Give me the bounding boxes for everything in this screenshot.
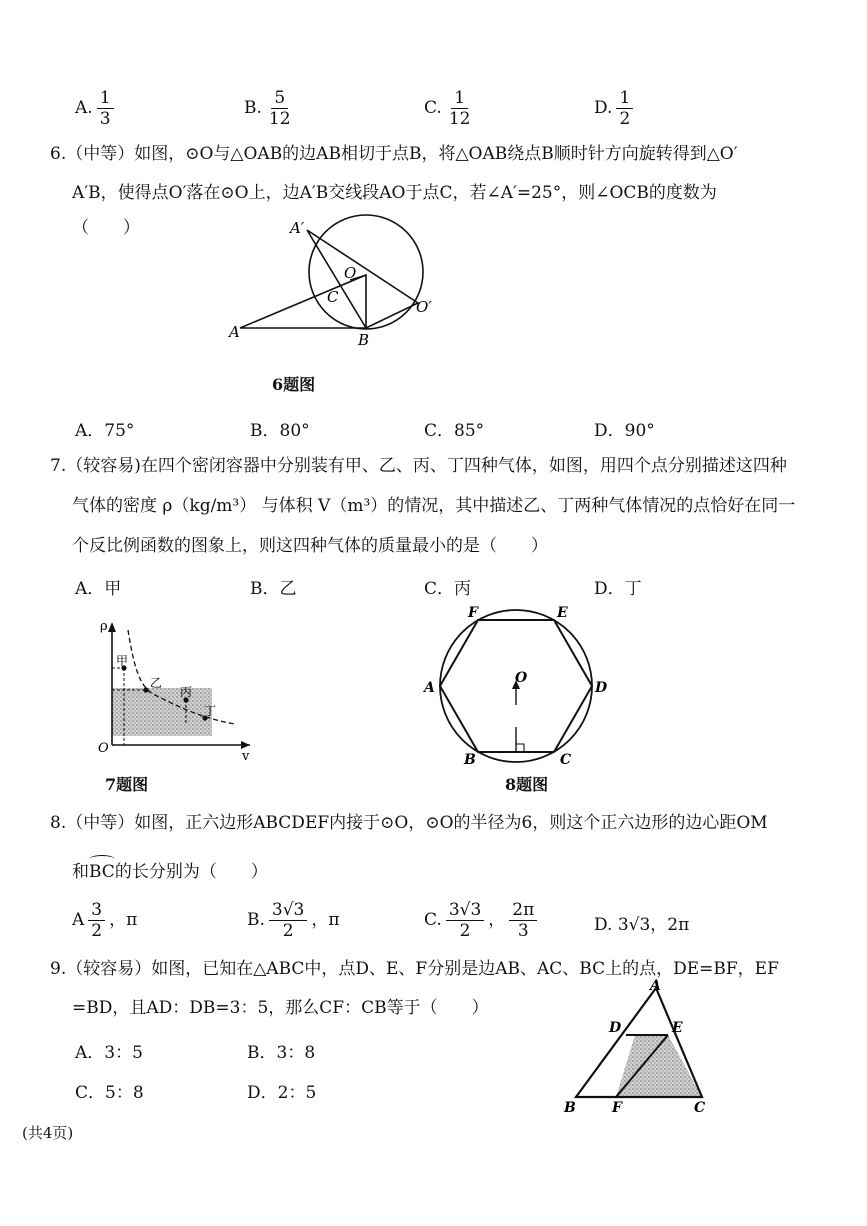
q6-option-d[interactable]: D．90° — [594, 421, 655, 441]
q7-label-rho: ρ — [100, 619, 108, 634]
q5-option-b[interactable]: B. $\frac{5}{12}$ — [244, 88, 291, 129]
q9-option-c[interactable]: C．5：8 — [75, 1083, 144, 1103]
q7-stem-line3: 个反比例函数的图象上，则这四种气体的质量最小的是（ ） — [72, 536, 548, 556]
q9-option-b[interactable]: B．3：8 — [247, 1043, 316, 1063]
q6-answer-bracket: （ ） — [72, 218, 140, 238]
q9-label-b: B — [564, 1100, 576, 1116]
q8-stem-line1: 8.（中等）如图，正六边形ABCDEF内接于⊙O，⊙O的半径为6，则这个正六边形的边心距OM — [50, 813, 768, 833]
q6-label-c: C — [327, 288, 339, 306]
q8-option-d[interactable]: D. 3√3，2π — [594, 915, 690, 935]
q9-option-d[interactable]: D．2：5 — [247, 1083, 317, 1103]
q8-label-a: A — [424, 680, 435, 696]
q6-option-a[interactable]: A．75° — [75, 421, 135, 441]
q8-arc-bc: BC — [89, 861, 115, 883]
q7-label-ding: 丁 — [204, 704, 217, 718]
q5-option-a[interactable]: A. $\frac{1}{3}$ — [75, 88, 118, 129]
q7-label-origin: O — [98, 741, 109, 756]
q8-label-d: D — [595, 680, 608, 696]
q7-option-c[interactable]: C．丙 — [424, 579, 472, 599]
q7-option-a[interactable]: A．甲 — [75, 579, 122, 599]
q8-figure-caption: 8题图 — [505, 775, 549, 794]
q6-option-b[interactable]: B．80° — [250, 421, 310, 441]
q6-label-a1: A′ — [290, 219, 305, 237]
page-footer: (共4页) — [22, 1124, 74, 1142]
q8-label-b: B — [464, 752, 476, 768]
q7-option-d[interactable]: D．丁 — [594, 579, 642, 599]
q6-figure-caption: 6题图 — [272, 375, 316, 394]
q6-option-c[interactable]: C．85° — [424, 421, 485, 441]
q6-stem-line1: 6.（中等）如图，⊙O与△OAB的边AB相切于点B，将△OAB绕点B顺时针方向旋转得到△O′ — [50, 144, 738, 164]
q9-label-e: E — [672, 1020, 683, 1036]
q9-stem-line1: 9.（较容易）如图，已知在△ABC中，点D、E、F分别是边AB、AC、BC上的点，DE=BF，EF — [50, 959, 779, 979]
q7-label-v: v — [242, 749, 250, 764]
q6-label-a: A — [229, 323, 240, 341]
q8-option-c[interactable]: C. $\frac{3√3}{2}$ ， $\frac{2\pi}{3}$ — [424, 900, 541, 941]
q8-stem-line2: 和 BC的长分别为（ ） — [72, 861, 268, 883]
q7-label-jia: 甲 — [116, 654, 129, 668]
q7-label-bing: 丙 — [180, 685, 193, 699]
q9-label-c: C — [694, 1100, 706, 1116]
q8-label-o: O — [515, 670, 528, 686]
q5-option-c[interactable]: C. $\frac{1}{12}$ — [424, 88, 471, 129]
q7-stem-line1: 7.（较容易)在四个密闭容器中分别装有甲、乙、丙、丁四种气体，如图，用四个点分别描述这四种 — [50, 456, 787, 476]
q7-stem-line2: 气体的密度 ρ（kg/m³） 与体积 V（m³）的情况，其中描述乙、丁两种气体情况的点恰好在同一 — [72, 496, 796, 516]
q9-option-a[interactable]: A．3：5 — [75, 1043, 143, 1063]
q7-label-yi: 乙 — [150, 676, 163, 690]
q9-label-d: D — [609, 1020, 622, 1036]
q8-label-e: E — [557, 605, 568, 621]
q9-stem-line2: =BD，且AD：DB=3：5，那么CF：CB等于（ ） — [72, 998, 489, 1018]
q6-label-o1: O′ — [416, 298, 432, 316]
q5-option-d[interactable]: D. $\frac{1}{2}$ — [594, 88, 637, 129]
q9-label-f: F — [612, 1100, 622, 1116]
q6-label-b: B — [358, 331, 370, 349]
q8-option-b[interactable]: B. $\frac{3√3}{2}$ ，π — [247, 900, 340, 941]
q6-label-o: O — [344, 264, 357, 282]
q8-label-f: F — [468, 605, 478, 621]
q8-option-a[interactable]: A $\frac{3}{2}$ ，π — [72, 900, 138, 941]
q7-figure-caption: 7题图 — [105, 775, 149, 794]
q6-stem-line2: A′B，使得点O′落在⊙O上，边A′B交线段AO于点C，若∠A′=25°，则∠OCB的度数为 — [72, 183, 717, 203]
q7-option-b[interactable]: B．乙 — [250, 579, 297, 599]
q8-label-c: C — [560, 752, 572, 768]
q9-label-a: A — [650, 978, 661, 994]
